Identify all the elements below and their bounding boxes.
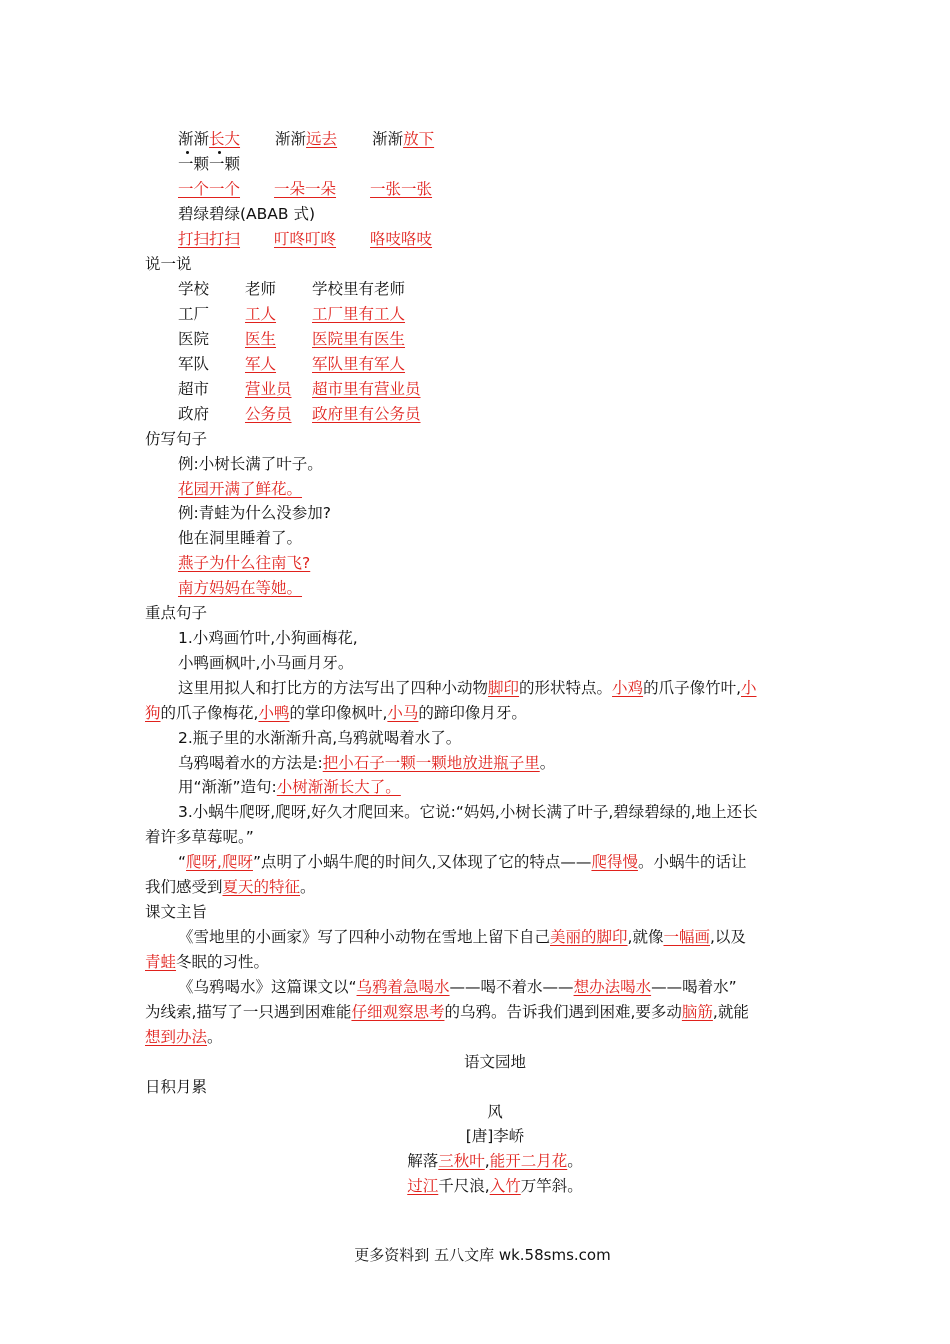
- poem-author: [唐]李峤: [465, 1127, 525, 1145]
- text: 《乌鸦喝水》这篇课文以“: [178, 978, 357, 996]
- sentence: 2.瓶子里的水渐渐升高,乌鸦就喝着水了。: [178, 729, 462, 747]
- poem-line: [0, 1149, 950, 1173]
- text: 《雪地里的小画家》写了四种小动物在雪地上留下自己: [178, 928, 551, 946]
- text: “: [178, 853, 187, 871]
- poem-title: 风: [487, 1103, 503, 1121]
- answer: 夏天的特征: [222, 878, 301, 896]
- answer: 放下: [403, 130, 435, 148]
- person: 军人: [245, 355, 277, 373]
- answer: 脚印: [488, 679, 520, 697]
- example: 例:小树长满了叶子。: [178, 455, 323, 473]
- answer: 小鸡: [612, 679, 644, 697]
- poem-line: [0, 1174, 950, 1198]
- text: 这里用拟人和打比方的方法写出了四种小动物: [178, 679, 489, 697]
- text: 为线索,描写了一只遇到困难能: [145, 1003, 352, 1021]
- section-heading: 课文主旨: [145, 903, 208, 921]
- sentence: 工厂里有工人: [312, 305, 406, 323]
- paragraph-line: [145, 701, 527, 725]
- answer: 一个一个: [178, 180, 241, 198]
- footer-link[interactable]: 更多资料到 五八文库 wk.58sms.com: [354, 1246, 611, 1264]
- paragraph-line: [178, 676, 757, 700]
- person: 老师: [245, 280, 277, 298]
- place: 政府: [178, 405, 210, 423]
- answer: 脑筋: [681, 1003, 713, 1021]
- answer: 爬呀,爬呀: [186, 853, 253, 871]
- answer: 青蛙: [145, 953, 177, 971]
- text: 冬眠的习性。: [176, 953, 270, 971]
- answer: 小马: [387, 704, 419, 722]
- place: 工厂: [178, 305, 210, 323]
- text: 渐渐: [372, 130, 404, 148]
- sentence: 学校里有老师: [312, 280, 406, 298]
- text: 。小蜗牛的话让: [637, 853, 747, 871]
- person: 公务员: [245, 405, 292, 423]
- answer: 过江: [407, 1177, 439, 1195]
- text: ——喝着水”: [651, 978, 737, 996]
- text: 的蹄印像月牙。: [418, 704, 527, 722]
- paragraph-line: [178, 751, 555, 775]
- person: 医生: [245, 330, 277, 348]
- text: 用“渐渐”造句:: [178, 778, 277, 796]
- place: 超市: [178, 380, 210, 398]
- place: 医院: [178, 330, 210, 348]
- answer-line: [178, 477, 302, 501]
- text: ,以及: [709, 928, 746, 946]
- sentence: 超市里有营业员: [312, 380, 421, 398]
- text: 。: [300, 878, 316, 896]
- example: 例:青蛙为什么没参加?: [178, 504, 331, 522]
- sentence: 3.小蜗牛爬呀,爬呀,好久才爬回来。它说:“妈妈,小树长满了叶子,碧绿碧绿的,地上还长: [178, 803, 758, 821]
- text: 千尺浪,: [438, 1177, 490, 1195]
- sentence: 医院里有医生: [312, 330, 406, 348]
- line-abab: 碧绿碧绿(ABAB 式): [178, 205, 315, 223]
- answer: 把小石子一颗一颗地放进瓶子里: [322, 754, 540, 772]
- paragraph-line: [178, 975, 737, 999]
- line-abab-answers: [178, 227, 432, 251]
- text: 。: [539, 754, 556, 772]
- answer-line: [178, 551, 310, 575]
- answer: 小树渐渐长大了。: [276, 778, 401, 796]
- section-heading: 重点句子: [145, 604, 208, 622]
- sentence: 小鸭画枫叶,小马画月牙。: [178, 654, 354, 672]
- answer: 打扫打扫: [178, 230, 241, 248]
- paragraph-line: [145, 875, 316, 899]
- person: 工人: [245, 305, 277, 323]
- section-heading: 仿写句子: [145, 430, 208, 448]
- text: 的形状特点。: [519, 679, 613, 697]
- text: 解落: [407, 1152, 439, 1170]
- text: 渐渐: [178, 130, 210, 148]
- answer: 一张一张: [370, 180, 433, 198]
- paragraph-line: [178, 925, 746, 949]
- line-quantifiers: [178, 177, 432, 201]
- text: 的爪子像梅花,: [160, 704, 259, 722]
- text: 的乌鸦。告诉我们遇到困难,要多动: [444, 1003, 682, 1021]
- answer: 南方妈妈在等她。: [178, 579, 303, 597]
- text: 万竿斜。: [520, 1177, 583, 1195]
- answer-line: [178, 576, 302, 600]
- answer: 想到办法: [145, 1028, 208, 1046]
- paragraph-line: [178, 775, 401, 799]
- answer: 仔细观察思考: [351, 1003, 445, 1021]
- person: 营业员: [245, 380, 292, 398]
- line-yikeyike: 一颗一颗: [178, 155, 241, 173]
- sentence: 政府里有公务员: [312, 405, 421, 423]
- text: 乌鸦喝着水的方法是:: [178, 754, 323, 772]
- answer: 花园开满了鲜花。: [178, 480, 303, 498]
- text: ”点明了小蜗牛爬的时间久,又体现了它的特点——: [252, 853, 592, 871]
- example: 他在洞里睡着了。: [178, 529, 303, 547]
- answer: 能开二月花: [489, 1152, 568, 1170]
- text: 。: [567, 1152, 583, 1170]
- section-heading: 说一说: [145, 255, 192, 273]
- text: ,就能: [712, 1003, 749, 1021]
- answer: 燕子为什么往南飞?: [178, 554, 311, 572]
- text: ——喝不着水——: [449, 978, 574, 996]
- sentence: 1.小鸡画竹叶,小狗画梅花,: [178, 629, 358, 647]
- answer: 入竹: [489, 1177, 521, 1195]
- sentence: 着许多草莓呢。”: [145, 828, 254, 846]
- answer: 爬得慢: [591, 853, 638, 871]
- answer: 一幅画: [663, 928, 710, 946]
- answer: 一朵一朵: [274, 180, 337, 198]
- line-jianjian: [178, 127, 434, 151]
- paragraph-line: [145, 950, 269, 974]
- answer: 乌鸦着急喝水: [356, 978, 450, 996]
- place: 军队: [178, 355, 210, 373]
- text: ,就像: [627, 928, 664, 946]
- text: 的爪子像竹叶,: [643, 679, 741, 697]
- place: 学校: [178, 280, 210, 298]
- paragraph-line: [145, 1025, 223, 1049]
- paragraph-line: [145, 1000, 749, 1024]
- text: 渐渐: [275, 130, 307, 148]
- answer: 美丽的脚印: [550, 928, 628, 946]
- text: 。: [207, 1028, 223, 1046]
- section-title: 语文园地: [463, 1053, 526, 1071]
- text: 的掌印像枫叶,: [289, 704, 388, 722]
- answer: 小鸭: [258, 704, 290, 722]
- answer: 叮咚叮咚: [274, 230, 337, 248]
- answer: 远去: [306, 130, 338, 148]
- section-heading: 日积月累: [145, 1078, 208, 1096]
- answer: 三秋叶: [438, 1152, 485, 1170]
- answer: 想办法喝水: [573, 978, 652, 996]
- answer: 长大: [209, 130, 241, 148]
- sentence: 军队里有军人: [312, 355, 406, 373]
- text: ,: [484, 1152, 490, 1170]
- text: 我们感受到: [145, 878, 223, 896]
- answer: 咯吱咯吱: [370, 230, 433, 248]
- paragraph-line: [178, 850, 746, 874]
- answer: 狗: [145, 704, 161, 722]
- answer: 小: [741, 679, 757, 697]
